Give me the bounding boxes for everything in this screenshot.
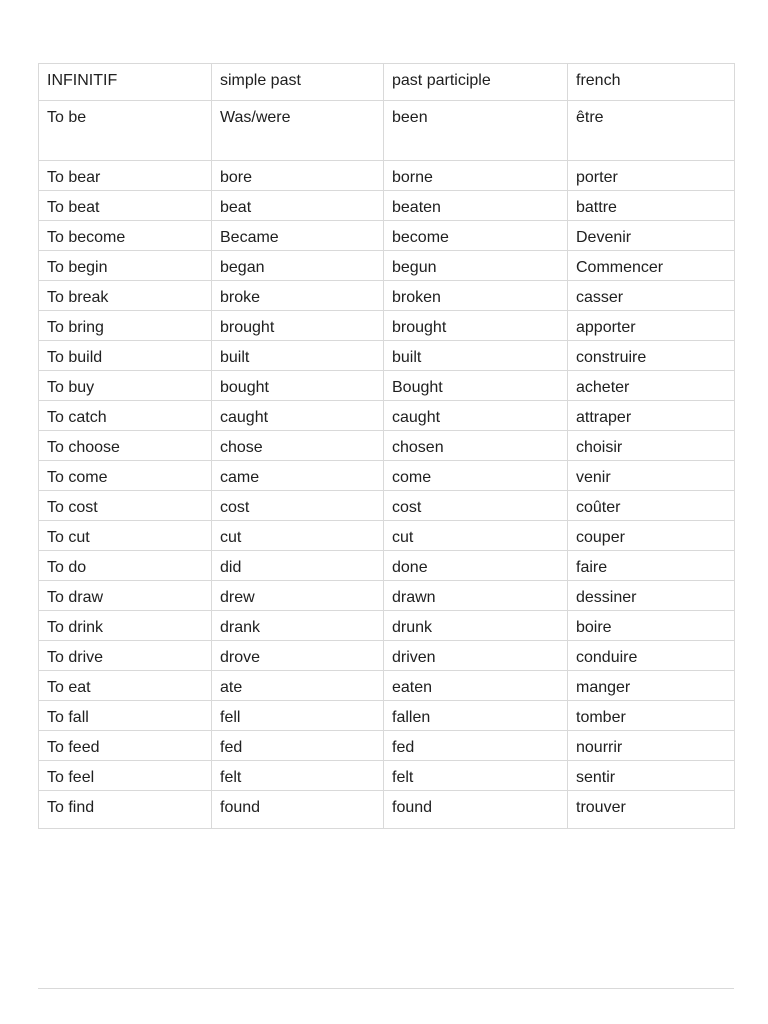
cell-simple-past: fed — [212, 731, 384, 761]
cell-infinitive: To drink — [39, 611, 212, 641]
cell-french: trouver — [568, 791, 735, 829]
cell-infinitive: To cut — [39, 521, 212, 551]
irregular-verbs-table — [38, 63, 735, 829]
cell-past-participle: drunk — [384, 611, 568, 641]
cell-past-participle: been — [384, 101, 568, 161]
table-row — [39, 641, 735, 671]
cell-simple-past: drove — [212, 641, 384, 671]
cell-simple-past: caught — [212, 401, 384, 431]
cell-simple-past: cut — [212, 521, 384, 551]
table-row — [39, 701, 735, 731]
table-row — [39, 731, 735, 761]
cell-infinitive: To become — [39, 221, 212, 251]
cell-french: faire — [568, 551, 735, 581]
cell-simple-past: beat — [212, 191, 384, 221]
cell-infinitive: To eat — [39, 671, 212, 701]
table-row — [39, 431, 735, 461]
cell-past-participle: eaten — [384, 671, 568, 701]
cell-simple-past: fell — [212, 701, 384, 731]
table-row — [39, 281, 735, 311]
table-row — [39, 401, 735, 431]
cell-french: coûter — [568, 491, 735, 521]
cell-simple-past: ate — [212, 671, 384, 701]
cell-infinitive: To bear — [39, 161, 212, 191]
cell-french: dessiner — [568, 581, 735, 611]
cell-infinitive: To beat — [39, 191, 212, 221]
cell-past-participle: fed — [384, 731, 568, 761]
cell-french: Commencer — [568, 251, 735, 281]
cell-infinitive: To break — [39, 281, 212, 311]
cell-past-participle: broken — [384, 281, 568, 311]
cell-simple-past: broke — [212, 281, 384, 311]
table-row — [39, 191, 735, 221]
cell-infinitive: To buy — [39, 371, 212, 401]
cell-french: casser — [568, 281, 735, 311]
cell-past-participle: begun — [384, 251, 568, 281]
cell-past-participle: come — [384, 461, 568, 491]
table-row — [39, 311, 735, 341]
cell-infinitive: To come — [39, 461, 212, 491]
cell-french: manger — [568, 671, 735, 701]
header-cell-simple-past: simple past — [212, 64, 384, 101]
cell-simple-past: Was/were — [212, 101, 384, 161]
table-row — [39, 371, 735, 401]
cell-french: construire — [568, 341, 735, 371]
cell-simple-past: brought — [212, 311, 384, 341]
cell-french: porter — [568, 161, 735, 191]
cell-past-participle: caught — [384, 401, 568, 431]
cell-french: attraper — [568, 401, 735, 431]
cell-simple-past: came — [212, 461, 384, 491]
cell-simple-past: bought — [212, 371, 384, 401]
cell-french: choisir — [568, 431, 735, 461]
header-cell-french: french — [568, 64, 735, 101]
cell-past-participle: cost — [384, 491, 568, 521]
cell-infinitive: To fall — [39, 701, 212, 731]
cell-french: sentir — [568, 761, 735, 791]
cell-french: nourrir — [568, 731, 735, 761]
table-row — [39, 491, 735, 521]
table-row — [39, 341, 735, 371]
table-row — [39, 161, 735, 191]
cell-french: apporter — [568, 311, 735, 341]
table-row — [39, 551, 735, 581]
cell-past-participle: cut — [384, 521, 568, 551]
cell-infinitive: To do — [39, 551, 212, 581]
cell-infinitive: To bring — [39, 311, 212, 341]
bottom-divider — [38, 988, 734, 989]
cell-infinitive: To feel — [39, 761, 212, 791]
cell-simple-past: cost — [212, 491, 384, 521]
cell-french: Devenir — [568, 221, 735, 251]
cell-past-participle: become — [384, 221, 568, 251]
header-cell-past-participle: past participle — [384, 64, 568, 101]
header-cell-infinitif: INFINITIF — [39, 64, 212, 101]
table-row — [39, 671, 735, 701]
table-row — [39, 521, 735, 551]
cell-infinitive: To cost — [39, 491, 212, 521]
table-row — [39, 791, 735, 829]
cell-french: acheter — [568, 371, 735, 401]
cell-past-participle: borne — [384, 161, 568, 191]
cell-past-participle: brought — [384, 311, 568, 341]
cell-infinitive: To build — [39, 341, 212, 371]
cell-french: conduire — [568, 641, 735, 671]
cell-simple-past: drew — [212, 581, 384, 611]
cell-past-participle: drawn — [384, 581, 568, 611]
cell-infinitive: To find — [39, 791, 212, 829]
cell-french: battre — [568, 191, 735, 221]
cell-infinitive: To drive — [39, 641, 212, 671]
cell-past-participle: found — [384, 791, 568, 829]
table-row — [39, 761, 735, 791]
cell-simple-past: found — [212, 791, 384, 829]
cell-french: tomber — [568, 701, 735, 731]
cell-infinitive: To feed — [39, 731, 212, 761]
table-row — [39, 221, 735, 251]
cell-simple-past: began — [212, 251, 384, 281]
cell-simple-past: chose — [212, 431, 384, 461]
table-header-row — [39, 64, 735, 101]
cell-french: couper — [568, 521, 735, 551]
cell-infinitive: To be — [39, 101, 212, 161]
cell-simple-past: bore — [212, 161, 384, 191]
cell-simple-past: built — [212, 341, 384, 371]
cell-simple-past: drank — [212, 611, 384, 641]
table-row — [39, 101, 735, 161]
cell-french: venir — [568, 461, 735, 491]
cell-past-participle: chosen — [384, 431, 568, 461]
cell-simple-past: felt — [212, 761, 384, 791]
cell-infinitive: To catch — [39, 401, 212, 431]
table-row — [39, 611, 735, 641]
cell-simple-past: Became — [212, 221, 384, 251]
cell-french: être — [568, 101, 735, 161]
cell-infinitive: To choose — [39, 431, 212, 461]
cell-past-participle: Bought — [384, 371, 568, 401]
cell-simple-past: did — [212, 551, 384, 581]
cell-infinitive: To draw — [39, 581, 212, 611]
cell-past-participle: done — [384, 551, 568, 581]
table-row — [39, 251, 735, 281]
cell-past-participle: felt — [384, 761, 568, 791]
cell-past-participle: driven — [384, 641, 568, 671]
cell-infinitive: To begin — [39, 251, 212, 281]
cell-past-participle: built — [384, 341, 568, 371]
cell-french: boire — [568, 611, 735, 641]
cell-past-participle: beaten — [384, 191, 568, 221]
table-row — [39, 581, 735, 611]
table-row — [39, 461, 735, 491]
cell-past-participle: fallen — [384, 701, 568, 731]
